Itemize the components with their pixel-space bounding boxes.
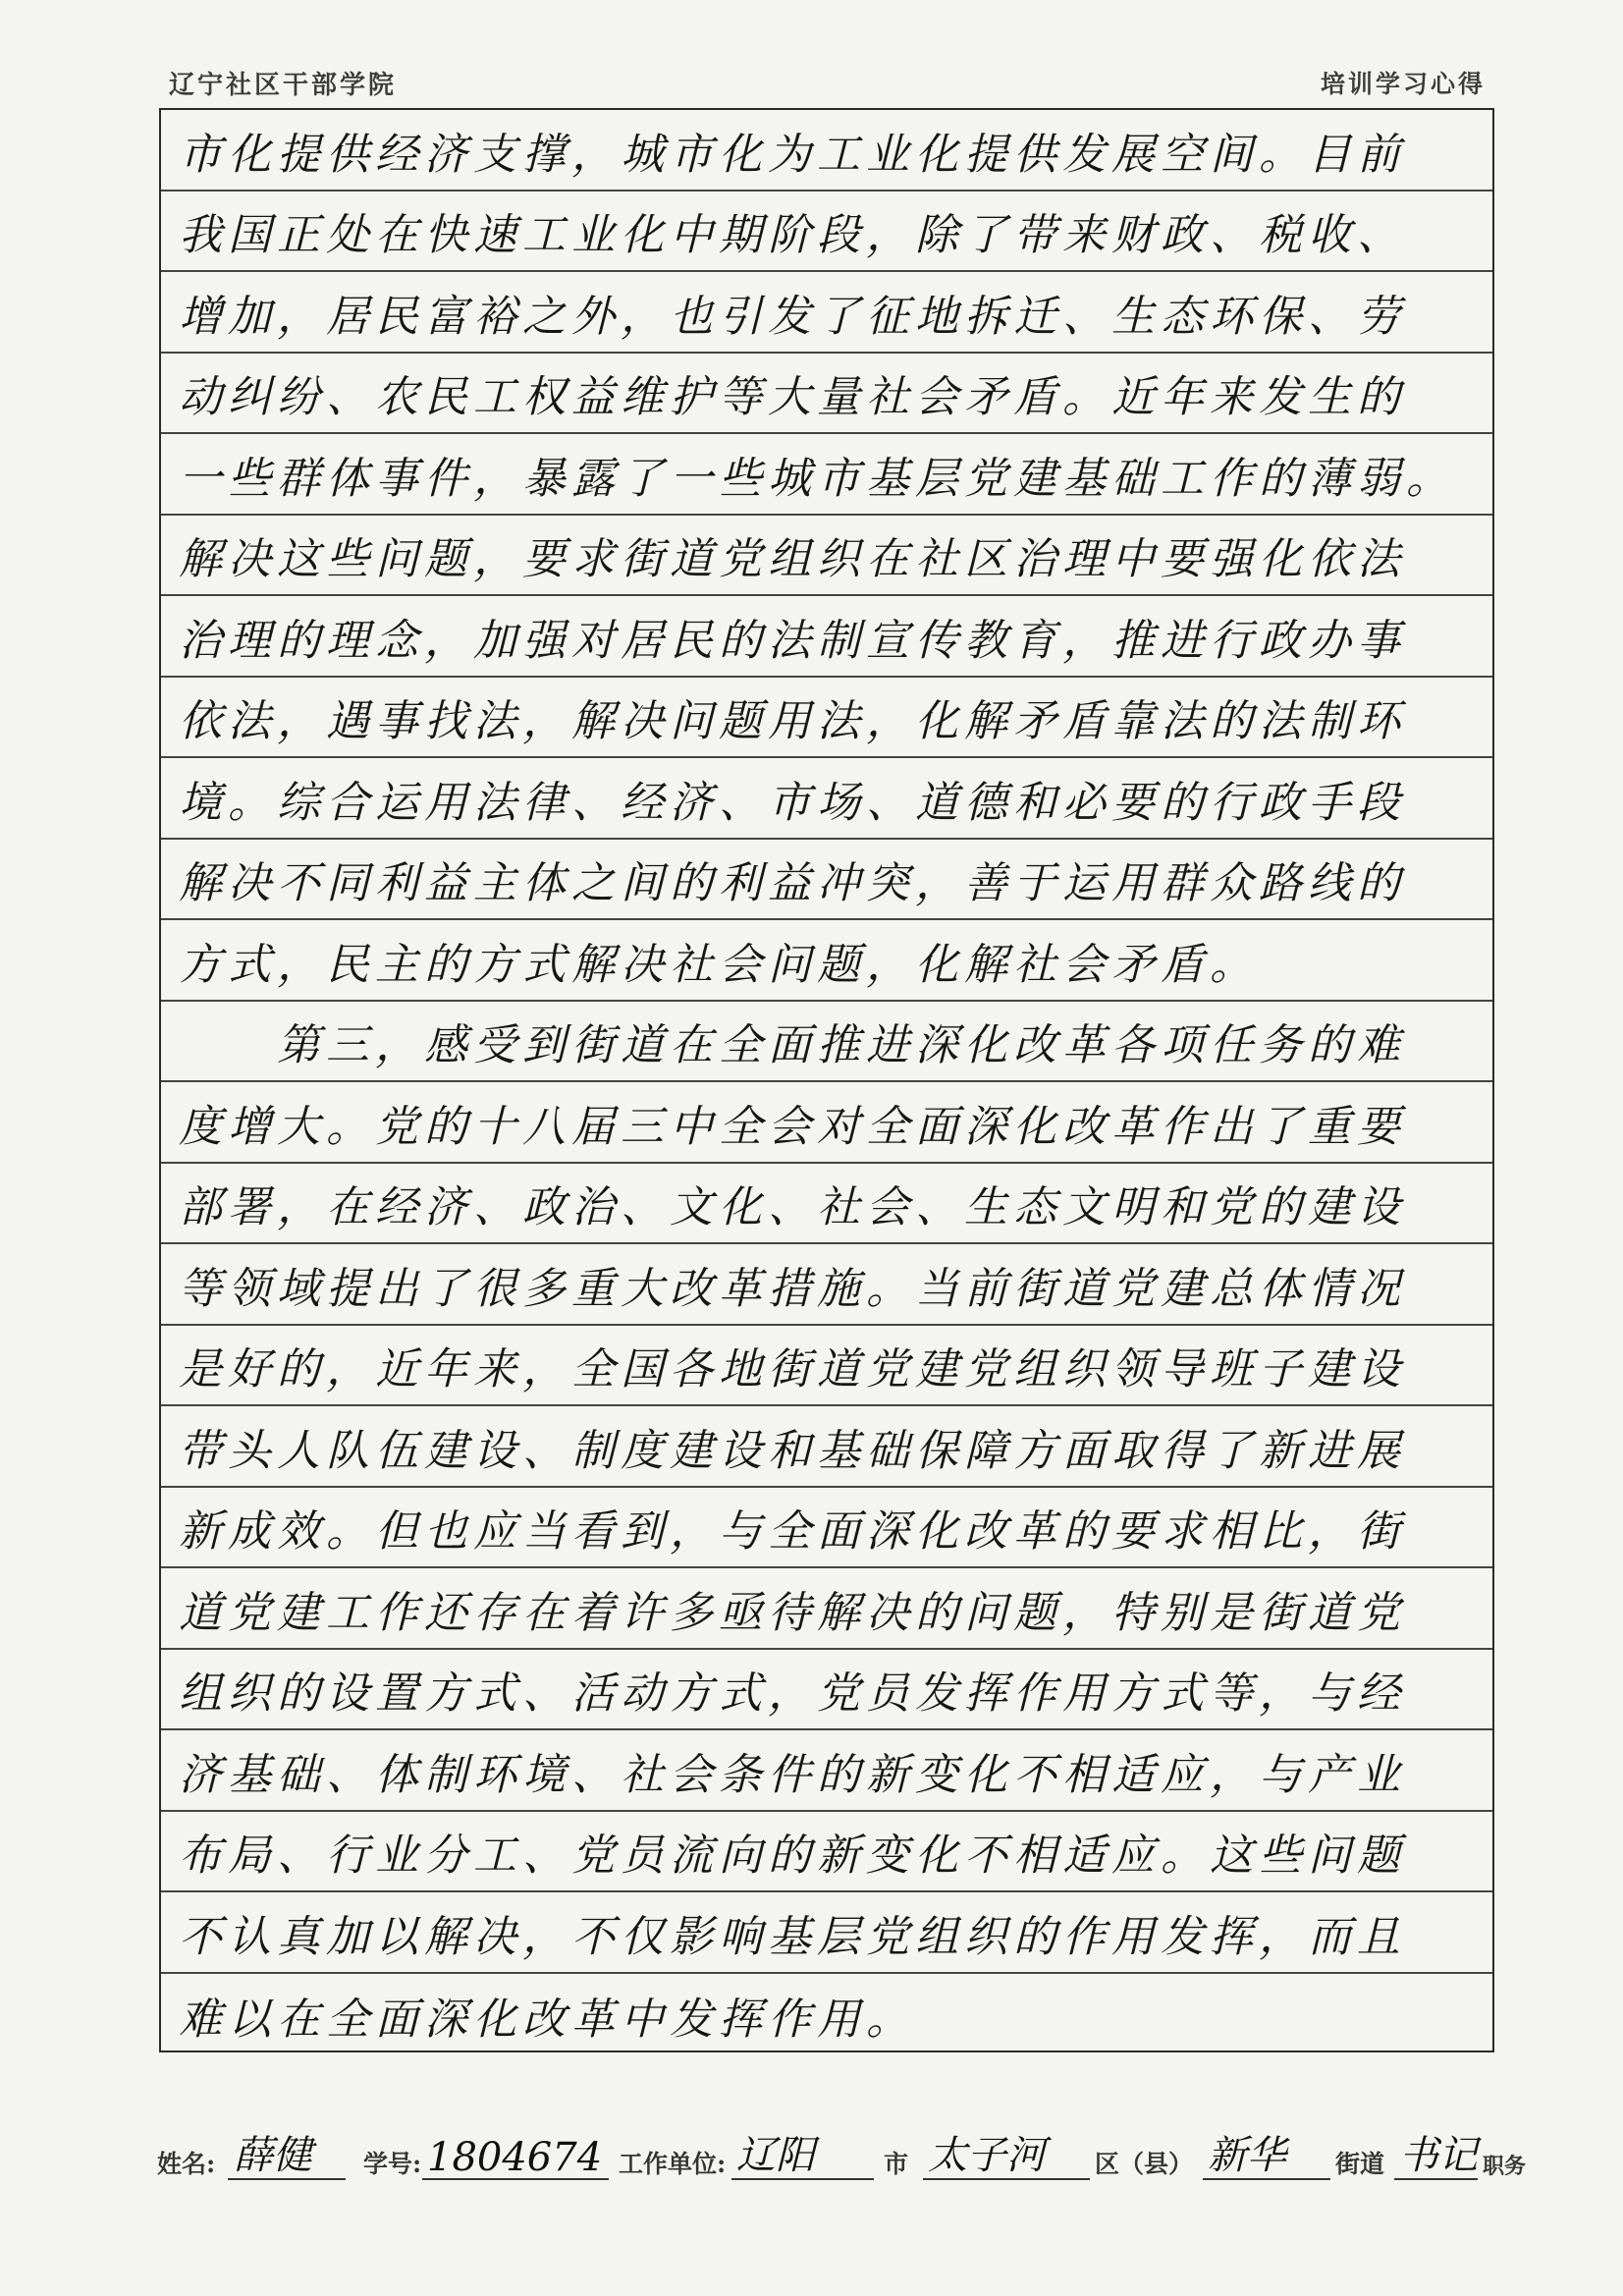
student-id-label: 学号: [363, 2150, 422, 2178]
ruled-line [161, 516, 1492, 597]
handwritten-line: 我国正处在快速工业化中期阶段，除了带来财政、税收、 [179, 211, 1406, 260]
position-value: 书记 [1399, 2133, 1478, 2178]
student-id-value: 1804674 [427, 2135, 603, 2180]
handwritten-line: 带头人队伍建设、制度建设和基础保障方面取得了新进展 [179, 1426, 1406, 1476]
handwritten-line: 市化提供经济支撑，城市化为工业化提供发展空间。目前 [179, 130, 1406, 180]
ruled-line [161, 110, 1492, 191]
work-unit-label: 工作单位: [619, 2150, 727, 2178]
handwritten-line: 道党建工作还存在着许多亟待解决的问题，特别是街道党 [179, 1588, 1406, 1638]
street-label: 街道 [1335, 2150, 1385, 2178]
handwritten-line: 一些群体事件，暴露了一些城市基层党建基础工作的薄弱。 [179, 454, 1455, 504]
handwritten-line: 部署，在经济、政治、文化、社会、生态文明和党的建设 [179, 1183, 1406, 1232]
handwritten-line: 解决不同利益主体之间的利益冲突，善于运用群众路线的 [179, 859, 1406, 908]
ruled-line [161, 840, 1492, 921]
ruled-line [161, 920, 1492, 1002]
name-underline [228, 2178, 346, 2180]
city-underline [731, 2178, 874, 2180]
handwritten-line: 增加，居民富裕之外，也引发了征地拆迁、生态环保、劳 [179, 292, 1406, 342]
district-underline [923, 2178, 1090, 2180]
name-value: 薛健 [234, 2133, 312, 2178]
city-label: 市 [884, 2150, 909, 2178]
handwritten-line: 等领域提出了很多重大改革措施。当前街道党建总体情况 [179, 1264, 1406, 1314]
ruled-line [161, 1568, 1492, 1650]
district-label: 区（县） [1095, 2150, 1194, 2178]
handwritten-line: 新成效。但也应当看到，与全面深化改革的要求相比，街 [179, 1507, 1406, 1557]
ruled-line [161, 1406, 1492, 1488]
city-value: 辽阳 [736, 2133, 815, 2178]
ruled-line [161, 354, 1492, 435]
ruled-line [161, 272, 1492, 354]
ruled-line [161, 191, 1492, 273]
handwritten-line: 境。综合运用法律、经济、市场、道德和必要的行政手段 [179, 778, 1406, 828]
handwritten-line: 治理的理念，加强对居民的法制宣传教育，推进行政办事 [179, 616, 1406, 666]
street-value: 新华 [1208, 2133, 1286, 2178]
name-label: 姓名: [157, 2150, 216, 2178]
ruled-line [161, 1812, 1492, 1893]
handwritten-line: 不认真加以解决，不仅影响基层党组织的作用发挥，而且 [179, 1912, 1406, 1962]
ruled-line [161, 1974, 1492, 2055]
ruled-line [161, 1650, 1492, 1731]
handwritten-line: 济基础、体制环境、社会条件的新变化不相适应，与产业 [179, 1750, 1406, 1800]
ruled-line [161, 596, 1492, 678]
handwritten-line: 组织的设置方式、活动方式，党员发挥作用方式等，与经 [179, 1669, 1406, 1719]
handwritten-line: 布局、行业分工、党员流向的新变化不相适应。这些问题 [179, 1831, 1406, 1881]
ruled-line [161, 1730, 1492, 1812]
ruled-line [161, 434, 1492, 516]
ruled-line [161, 1488, 1492, 1569]
handwritten-line: 是好的，近年来，全国各地街道党建党组织领导班子建设 [179, 1345, 1406, 1394]
student-id-underline [422, 2178, 609, 2180]
street-underline [1203, 2178, 1330, 2180]
handwritten-line: 方式，民主的方式解决社会问题，化解社会矛盾。 [179, 940, 1259, 990]
ruled-line [161, 758, 1492, 840]
ruled-line [161, 1244, 1492, 1326]
ruled-line [161, 1164, 1492, 1245]
position-underline [1394, 2178, 1478, 2180]
form-type: 培训学习心得 [1320, 70, 1486, 98]
ruled-line [161, 1082, 1492, 1164]
handwritten-line: 度增大。党的十八届三中全会对全面深化改革作出了重要 [179, 1102, 1406, 1152]
handwritten-line: 依法，遇事找法，解决问题用法，化解矛盾靠法的法制环 [179, 697, 1406, 746]
ruled-line [161, 678, 1492, 759]
ruled-writing-area [159, 108, 1494, 2052]
ruled-line [161, 1326, 1492, 1407]
institution-name: 辽宁社区干部学院 [169, 71, 398, 100]
handwritten-line: 第三，感受到街道在全面推进深化改革各项任务的难 [179, 1021, 1406, 1070]
student-info-footer [157, 2129, 1527, 2188]
ruled-line [161, 1892, 1492, 1974]
handwritten-line: 解决这些问题，要求街道党组织在社区治理中要强化依法 [179, 535, 1406, 584]
ruled-line [161, 1002, 1492, 1083]
district-value: 太子河 [928, 2133, 1046, 2178]
handwritten-line: 动纠纷、农民工权益维护等大量社会矛盾。近年来发生的 [179, 373, 1406, 422]
handwritten-line: 难以在全面深化改革中发挥作用。 [179, 1995, 915, 2045]
position-label: 职务 [1483, 2154, 1527, 2179]
